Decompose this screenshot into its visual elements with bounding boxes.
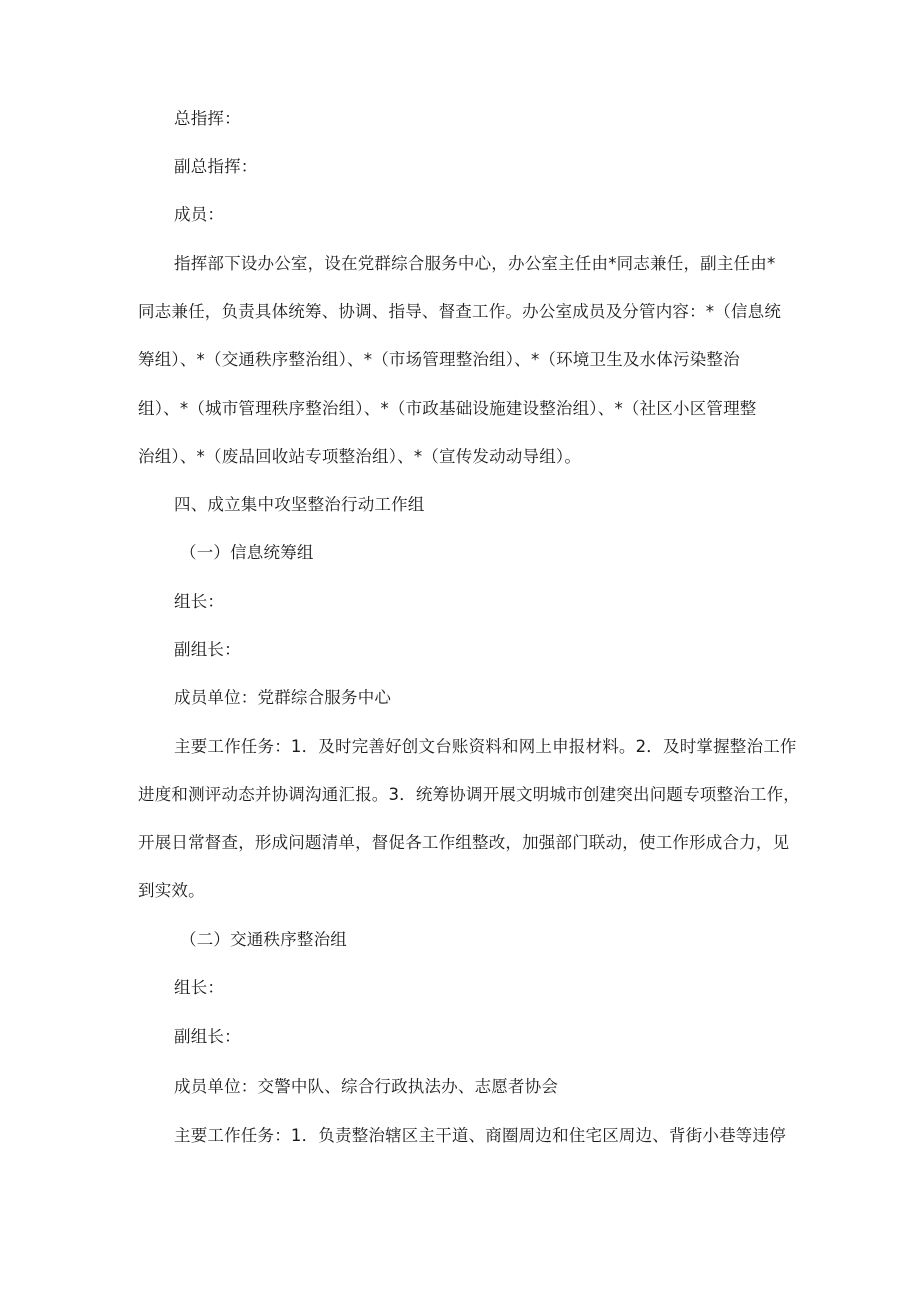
- subsection-info-heading: （一）信息统筹组: [180, 543, 314, 562]
- traffic-group-members: 成员单位：交警中队、综合行政执法办、志愿者协会: [174, 1077, 559, 1096]
- subsection-traffic-heading: （二）交通秩序整治组: [180, 930, 347, 949]
- office-paragraph-line-3: 筹组）、*（交通秩序整治组）、*（市场管理整治组）、*（环境卫生及水体污染整治: [138, 350, 740, 369]
- office-paragraph-line-1: 指挥部下设办公室，设在党群综合服务中心，办公室主任由*同志兼任，副主任由*: [174, 254, 776, 273]
- traffic-group-deputy-label: 副组长：: [174, 1027, 241, 1046]
- info-group-deputy-label: 副组长：: [174, 640, 241, 659]
- info-group-tasks-line-1: 主要工作任务：1．及时完善好创文台账资料和网上申报材料。2．及时掌握整治工作: [174, 737, 797, 756]
- info-group-tasks-line-3: 开展日常督查，形成问题清单，督促各工作组整改，加强部门联动，使工作形成合力，见: [138, 833, 790, 852]
- chief-commander-label: 总指挥：: [174, 109, 241, 128]
- info-group-leader-label: 组长：: [174, 592, 225, 611]
- office-paragraph-line-5: 治组）、*（废品回收站专项整治组）、*（宣传发动动导组）。: [138, 447, 582, 466]
- info-group-tasks-line-2: 进度和测评动态并协调沟通汇报。3．统筹协调开展文明城市创建突出问题专项整治工作，: [138, 785, 800, 804]
- traffic-group-leader-label: 组长：: [174, 978, 225, 997]
- info-group-members: 成员单位：党群综合服务中心: [174, 688, 392, 707]
- info-group-tasks-line-4: 到实效。: [138, 881, 205, 900]
- deputy-commander-label: 副总指挥：: [174, 157, 258, 176]
- members-label: 成员：: [174, 205, 225, 224]
- traffic-group-tasks-line-1: 主要工作任务：1．负责整治辖区主干道、商圈周边和住宅区周边、背街小巷等违停: [174, 1126, 786, 1145]
- section-four-heading: 四、成立集中攻坚整治行动工作组: [174, 495, 425, 514]
- office-paragraph-line-2: 同志兼任，负责具体统筹、协调、指导、督查工作。办公室成员及分管内容：*（信息统: [138, 302, 782, 321]
- office-paragraph-line-4: 组）、*（城市管理秩序整治组）、*（市政基础设施建设整治组）、*（社区小区管理整: [138, 399, 757, 418]
